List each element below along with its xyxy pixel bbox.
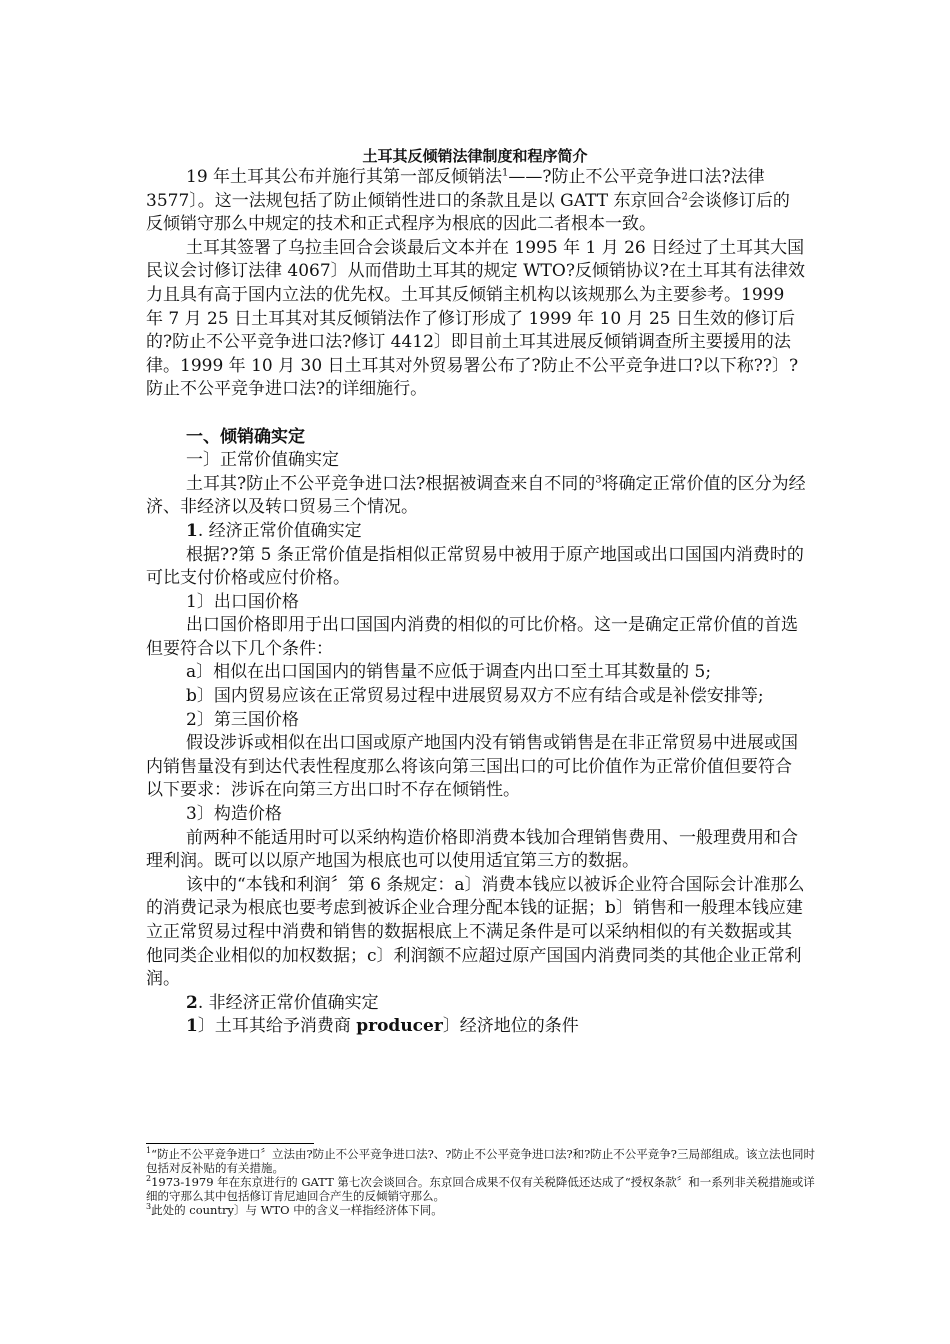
footnote-2: $^2$1973-1979 年在东京进行的 GATT 第七次会谈回合。东京回合成果不仅有关税降低还达成了“授权条款〞和一系列非关税措施或详细的守那么其中包括修订肯尼迪回合产生的反倾销守那么。 (146, 1174, 815, 1203)
document-title: 土耳其反倾销法律制度和程序简介 (362, 147, 588, 165)
paragraph-uruguay-round: 土耳其签署了乌拉圭回合会谈最后文本并在 1995 年 1 月 26 日经过了土耳其大国民议会讨修订法律 4067〕从而借助土耳其的规定 WTO?反倾销协议?在土耳其有法律效力且具有高于国内立法的优先权。土耳其反倾销主机构以该规那么为主要参考。1999 年 7 月 25 日土耳其对其反倾销法作了修订形成了 1999 年 10 月 25 日生效的修订后的?防止不公平竞争进口法?修订 4412〕即目前土耳其进展反倾销调查所主要援用的法律。1999 年 10 月 30 日土耳其对外贸易署公布了?防止不公平竞争进口?以下称??〕?防止不公平竞争进口法?的详细施行。 (146, 237, 806, 400)
footnote-ref-3[interactable]: 3 (595, 474, 602, 486)
subsection-heading-normal-value: 一〕正常价值确实定 (186, 450, 339, 471)
footnotes (146, 1143, 816, 1217)
footnote-1: $^1$“防止不公平竞争进口〞立法由?防止不公平竞争进口法?、?防止不公平竞争进口法?和?防止不公平竞争?三局部组成。该立法也同时包括对反补贴的有关措施。 (146, 1146, 815, 1175)
paragraph-third-country: 假设涉诉或相似在出口国或原产地国内没有销售或销售是在非正常贸易中进展或国内销售量没有到达代表性程度那么将该向第三国出口的可比价值作为正常价值但要符合以下要求：涉诉在向第三方出口时不存在倾销性。 (146, 733, 798, 801)
heading-constructed-value: 3〕构造价格 (186, 804, 282, 825)
paragraph-constructed-value: 前两种不能适用时可以采纳构造价格即消费本钱加合理销售费用、一般理费用和合理利润。既可以以原产地国为根底也可以使用适宜第三方的数据。 (146, 827, 798, 872)
section-heading-dumping: 一、倾销确实定 (186, 426, 305, 447)
paragraph-normal-value-cases: 土耳其?防止不公平竞争进口法?根据被调查来自不同的$^3$将确定正常价值的区分为经济、非经济以及转口贸易三个情况。 (146, 473, 806, 518)
heading-third-country-price: 2〕第三国价格 (186, 709, 299, 730)
paragraph-article-5: 根据??第 5 条正常价值是指相似正常贸易中被用于原产地国或出口国国内消费时的可比支付价格或应付价格。 (146, 544, 804, 589)
list-item-a: a〕相似在出口国国内的销售量不应低于调查内出口至土耳其数量的 5; (186, 662, 712, 683)
footnote-ref-2[interactable]: 2 (681, 190, 688, 202)
footnote-ref-1[interactable]: 1 (502, 167, 509, 179)
footnote-separator (146, 1143, 314, 1144)
paragraph-export-price: 出口国价格即用于出口国国内消费的相似的可比价格。这一是确定正常价值的首选但要符合以下几个条件： (146, 615, 798, 659)
heading-export-country-price: 1〕出口国价格 (186, 591, 299, 612)
paragraph-intro: 19 年土耳其公布并施行其第一部反倾销法$^1$——?防止不公平竞争进口法?法律 3577〕。这一法规包括了防止倾销性进口的条款且是以 GATT 东京回合$^2$会谈修订后的反倾销守那么中规定的技术和正式程序为根底的因此二者根本一致。 (146, 167, 790, 235)
footnote-3: $^3$此处的 country〕与 WTO 中的含义一样指经济体下同。 (146, 1202, 443, 1217)
heading-producer-status: 1〕土耳其给予消费商 producer〕经济地位的条件 (186, 1016, 579, 1037)
list-item-b: b〕国内贸易应该在正常贸易过程中进展贸易双方不应有结合或是补偿安排等; (186, 686, 764, 707)
heading-market-economy: 1. 经济正常价值确实定 (186, 520, 362, 541)
document-body (146, 166, 806, 1039)
paragraph-article-6: 该中的“本钱和利润〞第 6 条规定：a〕消费本钱应以被诉企业符合国际会计准那么的消费记录为根底也要考虑到被诉企业合理分配本钱的证据；b〕销售和一般理本钱应建立正常贸易过程中消费和销售的数据根底上不满足条件是可以采纳相似的有关数据或其他同类企业相似的加权数据；c〕利润额不应超过原产国国内消费同类的其他企业正常利润。 (146, 874, 805, 990)
heading-non-market-economy: 2. 非经济正常价值确实定 (186, 992, 379, 1013)
